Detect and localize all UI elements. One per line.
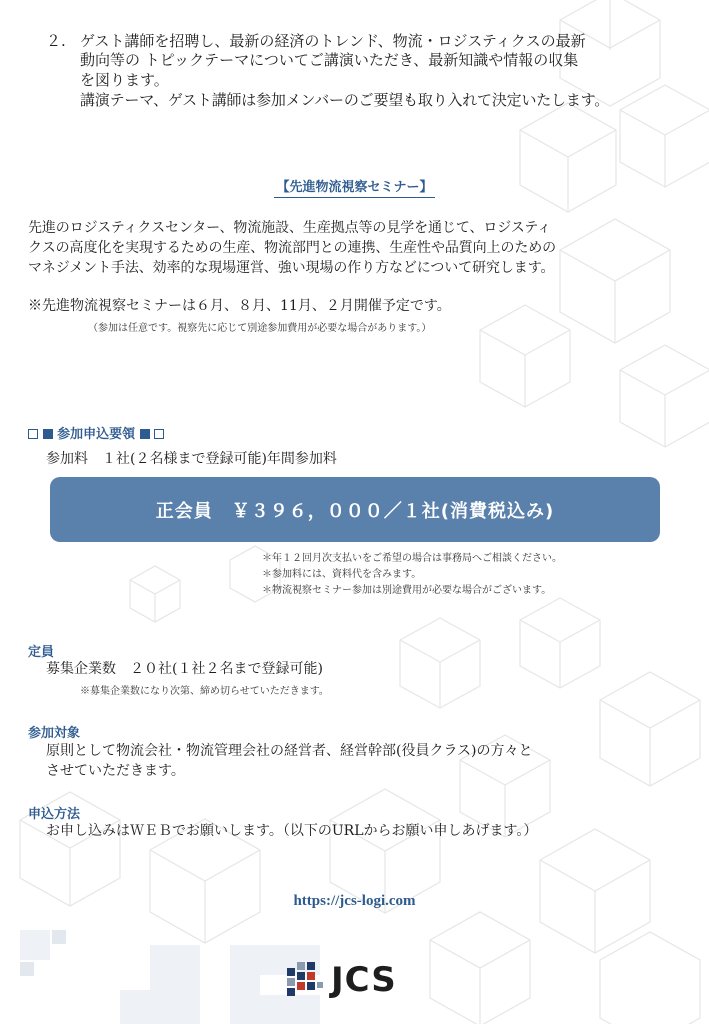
application-heading-row [28, 423, 164, 442]
capacity-text: 募集企業数 ２０社(１社２名まで登録可能) [46, 661, 323, 677]
square-filled-icon [43, 429, 53, 439]
item-2-line-2: 動向等の トピックテーマについてご講演いただき、最新知識や情報の収集 [80, 51, 579, 69]
seminar-note: （参加は任意です。視察先に応じて別途参加費用が必要な場合があります。） [88, 323, 432, 334]
apply-method-heading: 申込方法 [28, 807, 81, 822]
apply-method-text: お申し込みはＷＥＢでお願いします。（以下のURLからお願い申しあげます。） [46, 823, 538, 839]
item-2-line-3: を図ります。 [80, 71, 169, 89]
square-outline-icon [28, 429, 38, 439]
seminar-title-row [0, 176, 709, 195]
target-line-1: 原則として物流会社・物流管理会社の経営者、経営幹部(役員クラス)の方々と [46, 743, 533, 759]
application-heading: 参加申込要領 [57, 427, 136, 442]
fee-note-3: ＊物流視察セミナー参加は別途費用が必要な場合がございます。 [262, 585, 552, 596]
seminar-desc-line-2: クスの高度化を実現するための生産、物流部門との連携、生産性や品質向上のための [28, 240, 557, 256]
square-outline-icon [154, 429, 164, 439]
item-2-line-4: 講演テーマ、ゲスト講師は参加メンバーのご要望も取り入れて決定いたします。 [80, 91, 610, 109]
fee-note-2: ＊参加料には、資料代を含みます。 [262, 569, 422, 580]
member-price: 正会員 ￥３９６，０００／１社(消費税込み) [155, 500, 555, 522]
seminar-desc-line-1: 先進のロジスティクスセンター、物流施設、生産拠点等の見学を通じて、ロジスティ [28, 220, 552, 236]
url-row [0, 890, 709, 910]
capacity-heading: 定員 [28, 645, 55, 660]
capacity-note: ※募集企業数になり次第、締め切らせていただきます。 [80, 686, 329, 697]
seminar-title: 【先進物流視察セミナー】 [274, 180, 434, 198]
jcs-logo-text: JCS [331, 960, 397, 1000]
item-2-number: ２. [46, 32, 66, 50]
square-filled-icon [140, 429, 150, 439]
item-2-line-1: ゲスト講師を招聘し、最新の経済のトレンド、物流・ロジスティクスの最新 [80, 32, 586, 50]
fee-label: 参加料 １社(２名様まで登録可能)年間参加料 [46, 451, 337, 467]
jcs-logo-mark-icon [283, 958, 327, 1002]
seminar-desc-line-3: マネジメント手法、効率的な現場運営、強い現場の作り方などについて研究します。 [28, 260, 555, 276]
website-link[interactable]: https://jcs-logi.com [293, 893, 416, 909]
jcs-logo [283, 958, 397, 1002]
price-box [50, 477, 660, 542]
seminar-schedule: ※先進物流視察セミナーは６月、８月、11月、２月開催予定です。 [28, 298, 451, 314]
fee-note-1: ＊年１２回月次支払いをご希望の場合は事務局へご相談ください。 [262, 553, 562, 564]
target-heading: 参加対象 [28, 726, 81, 741]
target-line-2: させていただきます。 [46, 763, 185, 779]
